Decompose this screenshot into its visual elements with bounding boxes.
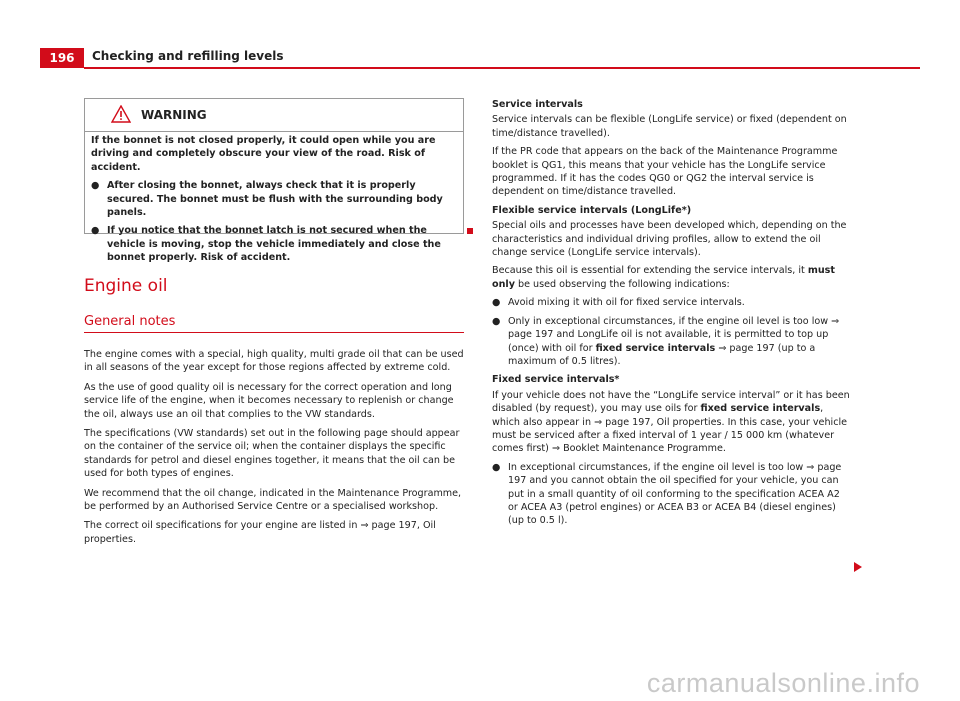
section-title: Engine oil	[84, 276, 168, 296]
fixed-intervals-heading: Fixed service intervals*	[492, 374, 620, 386]
subsection-rule	[84, 332, 464, 333]
running-header-title: Checking and refilling levels	[92, 49, 284, 63]
warning-box	[84, 98, 464, 264]
subsection-title: General notes	[84, 314, 176, 329]
text-run: , which also appear in ⇒ page 197, Oil properties. In this case, your vehicle must be serviced after a fixed interval of 1 year / 15 000 km (whatever comes first) ⇒ Booklet Maintenance Programme.	[492, 403, 848, 455]
list-item-text: Avoid mixing it with oil for fixed service intervals.	[508, 297, 745, 309]
paragraph: The correct oil specifications for your engine are listed in ⇒ page 197, Oil properties.	[84, 520, 436, 545]
left-column-body	[84, 348, 466, 552]
end-of-warning-mark	[467, 228, 473, 234]
warning-bullet-text: If you notice that the bonnet latch is not secured when the vehicle is moving, stop the vehicle immediately and close the bonnet properly. Risk of accident.	[107, 225, 441, 264]
text-run: Only in exceptional circumstances, if the engine oil level is too low ⇒ page 197 and LongLife oil is not available, it is permitted to top up (once) with oil for	[508, 315, 840, 354]
list-item-text	[508, 315, 852, 369]
bullet-dot: ●	[91, 225, 100, 237]
bullet-dot: ●	[91, 180, 100, 192]
bullet-dot: ●	[492, 315, 501, 327]
right-column-body	[492, 98, 852, 533]
paragraph: The engine comes with a special, high quality, multi grade oil that can be used in all seasons of the year except for those regions affected by extreme cold.	[84, 349, 464, 374]
text-run: Because this oil is essential for extending the service intervals, it	[492, 265, 808, 277]
text-run: be used observing the following indications:	[514, 278, 730, 290]
paragraph: Special oils and processes have been developed which, depending on the characteristics and individual driving profiles, allow to extend the oil change service (LongLife service intervals).	[492, 220, 847, 259]
list-item	[492, 461, 852, 528]
paragraph: As the use of good quality oil is necessary for the correct operation and long service life of the engine, when it becomes necessary to replenish or change the oil, always use an oil that complies to the VW standards.	[84, 381, 454, 420]
service-intervals-heading: Service intervals	[492, 99, 583, 110]
paragraph: We recommend that the oil change, indicated in the Maintenance Programme, be performed by an Authorised Service Centre or a specialised workshop.	[84, 487, 462, 513]
paragraph: If the PR code that appears on the back of the Maintenance Programme booklet is QG1, this means that your vehicle has the LongLife service programmed. If it has the codes QG0 or QG2 the interval service is dependent on time/distance travelled.	[492, 146, 838, 198]
paragraph	[492, 389, 852, 456]
paragraph: Service intervals can be flexible (LongLife service) or fixed (dependent on time/distance travelled).	[492, 114, 847, 139]
warning-bullet-text: After closing the bonnet, always check that it is properly secured. The bonnet must be flush with the surrounding body panels.	[107, 180, 443, 219]
text-run: ⇒ page 197 (up to a maximum of 0.5 litres).	[508, 342, 816, 367]
warning-triangle-icon	[111, 105, 131, 123]
warning-title: WARNING	[141, 108, 207, 122]
warning-body	[85, 132, 463, 265]
bold-run: fixed service intervals	[595, 342, 716, 354]
text-run: If your vehicle does not have the “LongLife service interval” or it has been disabled (by request), you may use oils for	[492, 389, 850, 415]
bullet-dot: ●	[492, 461, 501, 473]
bullet-dot: ●	[492, 297, 501, 309]
continue-arrow-icon	[854, 562, 862, 572]
list-item	[492, 315, 852, 369]
list-item-text: In exceptional circumstances, if the engine oil level is too low ⇒ page 197 and you cannot obtain the oil specified for your vehicle, you can put in a small quantity of oil conforming to the specification ACEA A2 or ACEA A3 (petrol engines) or ACEA B3 or ACEA B4 (diesel engines) (up to 0.5 l).	[508, 461, 842, 527]
page-number: 196	[40, 48, 84, 68]
warning-header	[85, 99, 463, 132]
warning-line: If the bonnet is not closed properly, it could open while you are driving and completely obscure your view of the road. Risk of accident.	[91, 135, 436, 173]
bold-run: fixed service intervals	[700, 403, 821, 415]
flexible-intervals-heading: Flexible service intervals (LongLife*)	[492, 204, 692, 216]
header-rule	[84, 67, 920, 69]
paragraph: The specifications (VW standards) set out in the following page should appear on the container of the service oil; when the container displays the specific standards for petrol and diesel engines together, it means that the oil can be used for both types of engines.	[84, 428, 460, 480]
list-item	[492, 296, 852, 309]
watermark: carmanualsonline.info	[646, 668, 920, 698]
paragraph	[492, 264, 852, 291]
bold-run: must only	[492, 265, 835, 290]
warning-bullet	[91, 224, 457, 264]
warning-bullet	[91, 179, 457, 219]
